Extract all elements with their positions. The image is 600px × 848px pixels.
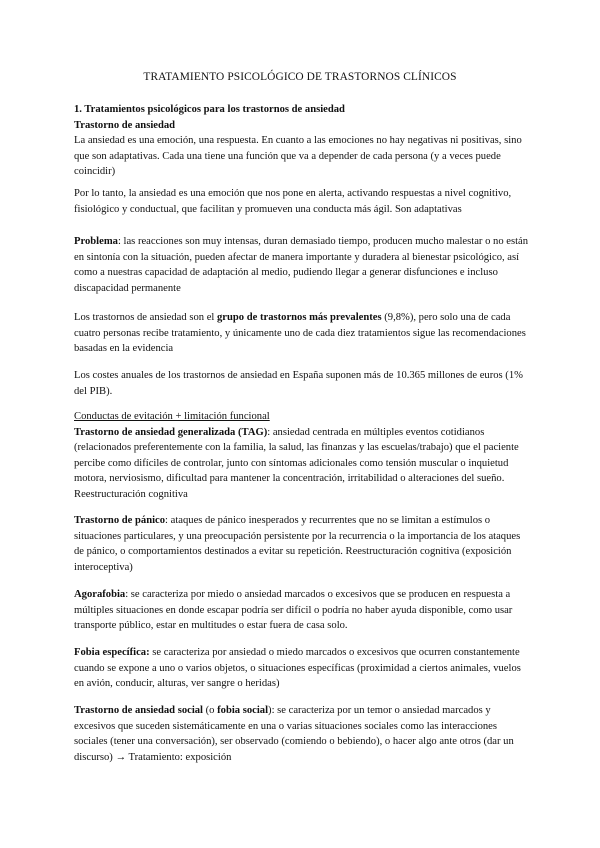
social-anxiety-text: ): se caracteriza por un temor o ansiedad marcados y excesivos que suceden sistemáticamente en una o varias situaciones sociales como las interacciones sociales (tener una conversación), ser observado (comiendo o bebiendo), o hacer algo ante otros (dar un discurso) → Tratamiento: exposición: [74, 705, 514, 763]
paragraph-panic: [74, 513, 530, 575]
problem-label: Problema: [74, 236, 118, 247]
agoraphobia-label: Agorafobia: [74, 589, 126, 600]
prevalence-text-b: (9,8%), pero solo una de cada cuatro personas recibe tratamiento, y únicamente uno de cada diez tratamientos sigue las recomendaciones basadas en la evidencia: [74, 312, 526, 355]
paragraph-agoraphobia: [74, 587, 530, 634]
paragraph-costs: Los costes anuales de los trastornos de ansiedad en España suponen más de 10.365 millones de euros (1% del PIB).: [74, 370, 523, 397]
problem-text: : las reacciones son muy intensas, duran demasiado tiempo, producen mucho malestar o no están en sintonía con la situación, pueden afectar de manera importante y duradera al bienestar psicológico, así como a nuestras capacidad de adaptación al medio, pudiendo llegar a generar disfunciones e incluso discapacidad permanente: [74, 236, 529, 294]
social-anxiety-label: Trastorno de ansiedad social: [74, 705, 203, 716]
agoraphobia-text: : se caracteriza por miedo o ansiedad marcados o excesivos que se producen en respuesta a múltiples situaciones en donde escapar podría ser difícil o podría no haber ayuda disponible, como usar transporte público, estar en multitudes o estar fuera de casa solo.: [74, 589, 513, 632]
prevalence-bold: grupo de trastornos más prevalentes: [217, 312, 382, 323]
paragraph-problem: [74, 234, 530, 296]
page-title: TRATAMIENTO PSICOLÓGICO DE TRASTORNOS CLÍNICOS: [143, 71, 457, 83]
tag-label: Trastorno de ansiedad generalizada (TAG): [74, 426, 268, 438]
tag-text: : ansiedad centrada en múltiples eventos cotidianos (relacionados preferentemente con la familia, la salud, las finanzas y las escuelas/trabajo) que el paciente percibe como difíciles de controlar, junto con síntomas adicionales como tensión muscular o inquietud motora, nerviosismo, dificultad para mantener la concentración, irritabilidad o alteraciones del sueño. Reestructuración cognitiva: [74, 426, 519, 500]
specific-phobia-label: Fobia específica:: [74, 647, 150, 658]
section-heading: 1. Tratamientos psicológicos para los trastornos de ansiedad: [74, 104, 345, 115]
paragraph-social-anxiety: [74, 703, 530, 765]
panic-text: : ataques de pánico inesperados y recurrentes que no se limitan a estímulos o situaciones particulares, y una preocupación persistente por la recurrencia o la importancia de los ataques de pánico, o comportamientos destinados a evitar su repetición. Reestructuración cognitiva (exposición interoceptiva): [74, 515, 521, 573]
paragraph-prevalence: [74, 310, 530, 357]
intro-paragraph: La ansiedad es una emoción, una respuesta. En cuanto a las emociones no hay negativas ni positivas, sino que son adaptativas. Cada una tiene una función que va a depender de cada persona (y a veces puede coincidir): [74, 135, 522, 178]
social-anxiety-mid: (o: [203, 705, 218, 716]
social-phobia-label: fobia social: [217, 705, 269, 716]
list-heading: Conductas de evitación + limitación funcional: [74, 411, 270, 422]
paragraph-specific-phobia: [74, 645, 530, 692]
section-subheading: Trastorno de ansiedad: [74, 119, 176, 131]
prevalence-text-a: Los trastornos de ansiedad son el: [74, 312, 217, 323]
paragraph-adaptive: Por lo tanto, la ansiedad es una emoción que nos pone en alerta, activando respuestas a nivel cognitivo, fisiológico y conductual, que facilitan y promueven una conducta más ágil. Son adaptativas: [74, 188, 512, 215]
section-intro: [74, 102, 530, 180]
panic-label: Trastorno de pánico: [74, 515, 166, 526]
tag-block: [74, 409, 530, 503]
specific-phobia-text: se caracteriza por ansiedad o miedo marcados o excesivos que ocurren constantemente cuando se expone a uno o varios objetos, o situaciones específicas (proximidad a ciertos animales, vuelos en avión, conducir, alturas, ver sangre o heridas): [74, 647, 521, 690]
